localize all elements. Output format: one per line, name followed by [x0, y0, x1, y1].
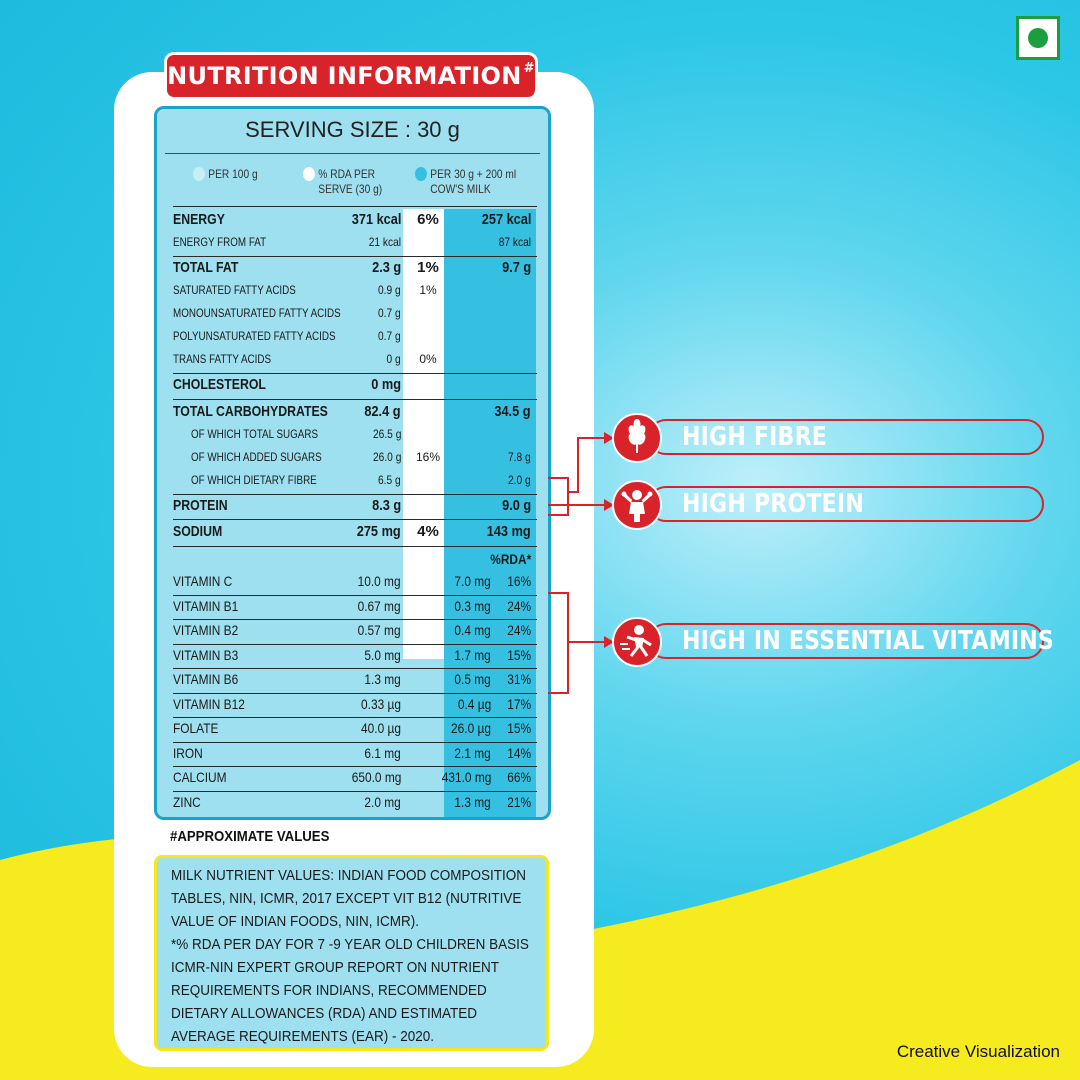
veg-symbol-icon	[1016, 16, 1060, 60]
nutrient-row: PROTEIN 8.3 g 9.0 g	[173, 497, 531, 514]
nutrient-row: TOTAL CARBOHYDRATES 82.4 g 34.5 g	[173, 403, 531, 420]
credit-text: Creative Visualization	[896, 1042, 1060, 1061]
legend-milk: PER 30 g + 200 ml COW'S MILK	[415, 167, 516, 197]
legend-rda: % RDA PER SERVE (30 g)	[303, 167, 382, 197]
nutrient-row: SATURATED FATTY ACIDS 0.9 g 1%	[173, 283, 437, 297]
approximate-values-note: #APPROXIMATE VALUES	[170, 828, 330, 845]
legend-dot-rda	[303, 167, 315, 181]
claim-label: HIGH IN ESSENTIAL VITAMINS	[682, 626, 1055, 656]
title-text: NUTRITION INFORMATION	[167, 62, 522, 90]
nutrient-row: OF WHICH TOTAL SUGARS 26.5 g	[191, 427, 401, 441]
claim-label: HIGH PROTEIN	[682, 489, 864, 519]
vitamin-row: VITAMIN B1 0.67 mg 0.3 mg 24%	[173, 598, 531, 614]
nutrient-row: OF WHICH ADDED SUGARS 26.0 g 16% 7.8 g	[191, 450, 531, 464]
nutrient-row: ENERGY 371 kcal 6% 257 kcal	[173, 211, 531, 228]
nutrient-row: POLYUNSATURATED FATTY ACIDS 0.7 g	[173, 329, 401, 343]
vitamin-row: VITAMIN B12 0.33 µg 0.4 µg 17%	[173, 696, 531, 712]
title-banner	[164, 52, 538, 100]
nutrient-row: OF WHICH DIETARY FIBRE 6.5 g 2.0 g	[191, 473, 531, 487]
legend-per100: PER 100 g	[193, 167, 258, 182]
strong-kid-icon	[612, 480, 662, 530]
vitamin-row: VITAMIN C 10.0 mg 7.0 mg 16%	[173, 573, 531, 589]
legend-dot-milk	[415, 167, 427, 181]
nutrition-table	[154, 106, 551, 820]
footnote-milk-source: MILK NUTRIENT VALUES: INDIAN FOOD COMPOSITION TABLES, NIN, ICMR, 2017 EXCEPT VIT B12 (NUTRITIVE VALUE OF INDIAN FOODS, NIN, ICMR).	[171, 867, 527, 930]
wheat-icon	[612, 413, 662, 463]
title-mark: #	[523, 60, 535, 76]
claim-label: HIGH FIBRE	[682, 422, 828, 452]
legend-dot-per100	[193, 167, 205, 181]
footnote-rda-basis: *% RDA PER DAY FOR 7 -9 YEAR OLD CHILDREN BASIS ICMR-NIN EXPERT GROUP REPORT ON NUTRIENT REQUIREMENTS FOR INDIANS, RECOMMENDED DIETARY ALLOWANCES (RDA) AND ESTIMATED AVERAGE REQUIREMENTS (EAR) - 2020.	[171, 936, 529, 1045]
nutrient-row: CHOLESTEROL 0 mg	[173, 376, 401, 393]
nutrient-row: MONOUNSATURATED FATTY ACIDS 0.7 g	[173, 306, 401, 320]
vitamin-row: VITAMIN B3 5.0 mg 1.7 mg 15%	[173, 647, 531, 663]
nutrient-row: SODIUM 275 mg 4% 143 mg	[173, 523, 531, 540]
vitamin-row: CALCIUM 650.0 mg 431.0 mg 66%	[173, 769, 531, 785]
vitamin-row: IRON 6.1 mg 2.1 mg 14%	[173, 745, 531, 761]
vitamin-row: FOLATE 40.0 µg 26.0 µg 15%	[173, 720, 531, 736]
nutrient-row: TRANS FATTY ACIDS 0 g 0%	[173, 352, 437, 366]
vitamin-row: VITAMIN B6 1.3 mg 0.5 mg 31%	[173, 671, 531, 687]
connector-lines	[540, 430, 620, 700]
serving-size: SERVING SIZE : 30 g	[245, 117, 460, 142]
vitamin-row: VITAMIN B2 0.57 mg 0.4 mg 24%	[173, 622, 531, 638]
vitamin-row: ZINC 2.0 mg 1.3 mg 21%	[173, 794, 531, 810]
rda-header: %RDA*	[490, 551, 531, 567]
running-kid-icon	[612, 617, 662, 667]
nutrient-row: TOTAL FAT 2.3 g 1% 9.7 g	[173, 259, 531, 276]
footnote-box	[154, 855, 549, 1051]
nutrient-row: ENERGY FROM FAT 21 kcal 87 kcal	[173, 235, 531, 249]
